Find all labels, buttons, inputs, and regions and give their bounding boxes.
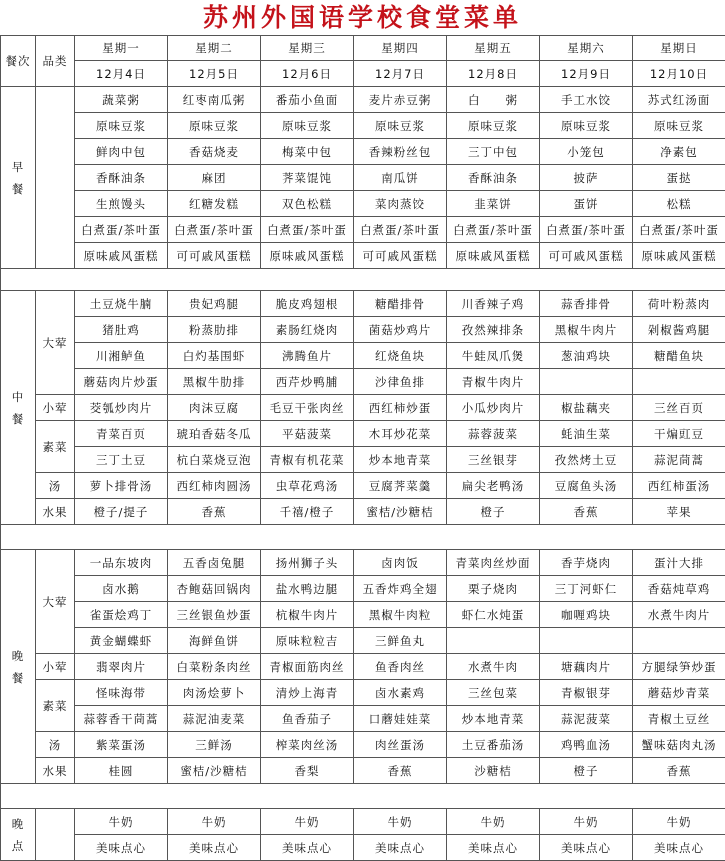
category-big-meat: 大荤 <box>36 291 75 395</box>
menu-item-cell: 原味豆浆 <box>633 113 725 139</box>
menu-item-cell: 香蕉 <box>168 499 261 525</box>
menu-item-cell: 雀蛋烩鸡丁 <box>75 602 168 628</box>
header-day: 星期一 <box>75 36 168 61</box>
menu-item-cell: 方腿绿笋炒蛋 <box>633 654 725 680</box>
menu-item-cell: 荠菜馄饨 <box>261 165 354 191</box>
menu-item-cell: 韭菜饼 <box>447 191 540 217</box>
menu-item-cell: 鱼香肉丝 <box>354 654 447 680</box>
menu-item-cell: 原味戚风蛋糕 <box>261 243 354 269</box>
menu-item-cell: 白菜粉条肉丝 <box>168 654 261 680</box>
header-day-row <box>1 36 725 61</box>
menu-item-cell: 白煮蛋/茶叶蛋 <box>633 217 725 243</box>
menu-item-cell: 豆腐鱼头汤 <box>540 473 633 499</box>
meal-label-line: 餐 <box>1 178 35 200</box>
category-empty <box>36 87 75 269</box>
menu-item-cell: 糖醋排骨 <box>354 291 447 317</box>
dinner-row <box>1 576 725 602</box>
breakfast-row <box>1 113 725 139</box>
menu-item-cell: 黄金蝴蝶虾 <box>75 628 168 654</box>
dinner-row <box>1 732 725 758</box>
menu-item-cell: 川香辣子鸡 <box>447 291 540 317</box>
header-date: 12月5日 <box>168 61 261 87</box>
menu-item-cell: 三丝银鱼炒蛋 <box>168 602 261 628</box>
breakfast-row <box>1 243 725 269</box>
menu-item-cell: 鱼香茄子 <box>261 706 354 732</box>
breakfast-row <box>1 139 725 165</box>
header-day: 星期三 <box>261 36 354 61</box>
menu-item-cell: 香蕉 <box>540 499 633 525</box>
lunch-row <box>1 395 725 421</box>
menu-item-cell: 豆腐荠菜羹 <box>354 473 447 499</box>
menu-item-cell: 青椒银芽 <box>540 680 633 706</box>
menu-item-cell: 原味粒粒吉 <box>261 628 354 654</box>
menu-item-cell: 一品东坡肉 <box>75 550 168 576</box>
menu-item-cell: 可可戚风蛋糕 <box>354 243 447 269</box>
menu-item-cell: 牛奶 <box>75 809 168 835</box>
breakfast-row <box>1 165 725 191</box>
menu-item-cell: 三丝包菜 <box>447 680 540 706</box>
menu-item-cell: 五香卤兔腿 <box>168 550 261 576</box>
dinner-row <box>1 628 725 654</box>
menu-item-cell: 蛋汁大排 <box>633 550 725 576</box>
menu-item-cell: 黑椒牛肋排 <box>168 369 261 395</box>
menu-item-cell: 松糕 <box>633 191 725 217</box>
menu-item-cell: 牛奶 <box>540 809 633 835</box>
section-divider <box>1 269 725 291</box>
menu-item-cell: 琥珀香菇冬瓜 <box>168 421 261 447</box>
menu-item-cell: 三鲜汤 <box>168 732 261 758</box>
menu-item-cell: 白煮蛋/茶叶蛋 <box>261 217 354 243</box>
menu-item-cell: 荷叶粉蒸肉 <box>633 291 725 317</box>
menu-item-cell: 原味戚风蛋糕 <box>75 243 168 269</box>
menu-item-cell: 菌菇炒鸡片 <box>354 317 447 343</box>
menu-item-cell: 南瓜饼 <box>354 165 447 191</box>
menu-item-cell: 海鲜鱼饼 <box>168 628 261 654</box>
menu-item-cell: 口蘑娃娃菜 <box>354 706 447 732</box>
menu-item-cell: 红糖发糕 <box>168 191 261 217</box>
meal-label-line: 晚 <box>1 645 35 667</box>
menu-item-cell: 美味点心 <box>354 835 447 861</box>
menu-item-cell: 五香炸鸡全翅 <box>354 576 447 602</box>
menu-item-cell: 肉丝蛋汤 <box>354 732 447 758</box>
menu-item-cell: 白煮蛋/茶叶蛋 <box>540 217 633 243</box>
menu-item-cell: 香菇炖草鸡 <box>633 576 725 602</box>
menu-item-cell: 橙子 <box>540 758 633 784</box>
menu-item-cell: 原味豆浆 <box>75 113 168 139</box>
menu-item-cell: 蛋挞 <box>633 165 725 191</box>
menu-item-cell: 苹果 <box>633 499 725 525</box>
menu-item-cell: 扁尖老鸭汤 <box>447 473 540 499</box>
menu-item-cell: 素肠红烧肉 <box>261 317 354 343</box>
menu-item-cell: 萝卜排骨汤 <box>75 473 168 499</box>
menu-item-cell: 盐水鸭边腿 <box>261 576 354 602</box>
menu-item-cell: 净素包 <box>633 139 725 165</box>
category-soup: 汤 <box>36 473 75 499</box>
menu-item-cell <box>540 628 633 654</box>
menu-item-cell: 牛奶 <box>261 809 354 835</box>
header-date-row <box>1 61 725 87</box>
lunch-row <box>1 473 725 499</box>
menu-item-cell: 苏式红汤面 <box>633 87 725 113</box>
menu-item-cell: 原味豆浆 <box>168 113 261 139</box>
menu-item-cell: 原味豆浆 <box>261 113 354 139</box>
menu-item-cell: 脆皮鸡翅根 <box>261 291 354 317</box>
menu-item-cell: 可可戚风蛋糕 <box>168 243 261 269</box>
lunch-row <box>1 317 725 343</box>
menu-item-cell: 贵妃鸡腿 <box>168 291 261 317</box>
menu-item-cell: 卤肉饭 <box>354 550 447 576</box>
menu-item-cell: 黑椒牛肉片 <box>540 317 633 343</box>
category-fruit: 水果 <box>36 758 75 784</box>
menu-item-cell: 香蕉 <box>633 758 725 784</box>
lunch-row <box>1 369 725 395</box>
menu-item-cell: 美味点心 <box>261 835 354 861</box>
menu-item-cell: 红烧鱼块 <box>354 343 447 369</box>
menu-item-cell: 蘑菇炒青菜 <box>633 680 725 706</box>
menu-item-cell: 塘藕肉片 <box>540 654 633 680</box>
menu-item-cell: 川湘鲈鱼 <box>75 343 168 369</box>
meal-label-line: 餐 <box>1 667 35 689</box>
menu-item-cell: 小笼包 <box>540 139 633 165</box>
dinner-row <box>1 550 725 576</box>
section-divider <box>1 784 725 809</box>
menu-item-cell: 原味豆浆 <box>447 113 540 139</box>
menu-item-cell: 美味点心 <box>168 835 261 861</box>
menu-item-cell: 香菇烧麦 <box>168 139 261 165</box>
menu-item-cell: 手工水饺 <box>540 87 633 113</box>
menu-item-cell: 牛奶 <box>633 809 725 835</box>
menu-item-cell: 香酥油条 <box>75 165 168 191</box>
menu-item-cell: 水煮牛肉 <box>447 654 540 680</box>
menu-item-cell: 鸡鸭血汤 <box>540 732 633 758</box>
meal-breakfast <box>1 87 36 269</box>
menu-item-cell: 蒜泥茼蒿 <box>633 447 725 473</box>
menu-item-cell: 可可戚风蛋糕 <box>540 243 633 269</box>
menu-item-cell: 三丝银芽 <box>447 447 540 473</box>
menu-item-cell: 原味豆浆 <box>540 113 633 139</box>
dinner-row <box>1 680 725 706</box>
lunch-row <box>1 291 725 317</box>
menu-item-cell: 蛋饼 <box>540 191 633 217</box>
dinner-row <box>1 602 725 628</box>
menu-item-cell: 杭白菜烧豆泡 <box>168 447 261 473</box>
menu-item-cell: 双色松糕 <box>261 191 354 217</box>
menu-item-cell: 梅菜中包 <box>261 139 354 165</box>
menu-item-cell: 杏鲍菇回锅肉 <box>168 576 261 602</box>
menu-item-cell: 蜜桔/沙糖桔 <box>354 499 447 525</box>
menu-item-cell: 沙糖桔 <box>447 758 540 784</box>
menu-item-cell: 炒本地青菜 <box>354 447 447 473</box>
menu-item-cell: 番茄小鱼面 <box>261 87 354 113</box>
menu-item-cell: 三丝百页 <box>633 395 725 421</box>
menu-item-cell: 香蕉 <box>354 758 447 784</box>
menu-item-cell: 孜然烤土豆 <box>540 447 633 473</box>
header-date: 12月9日 <box>540 61 633 87</box>
menu-item-cell: 香梨 <box>261 758 354 784</box>
menu-item-cell: 咖喱鸡块 <box>540 602 633 628</box>
menu-item-cell: 蚝油生菜 <box>540 421 633 447</box>
menu-item-cell: 炒本地青菜 <box>447 706 540 732</box>
menu-item-cell: 猪肚鸡 <box>75 317 168 343</box>
menu-item-cell: 西红柿蛋汤 <box>633 473 725 499</box>
menu-item-cell: 红枣南瓜粥 <box>168 87 261 113</box>
menu-item-cell: 原味豆浆 <box>354 113 447 139</box>
menu-item-cell: 原味戚风蛋糕 <box>447 243 540 269</box>
meal-lunch <box>1 291 36 525</box>
menu-item-cell: 蘑菇肉片炒蛋 <box>75 369 168 395</box>
lunch-row <box>1 447 725 473</box>
header-meal: 餐次 <box>1 36 36 87</box>
menu-item-cell: 白煮蛋/茶叶蛋 <box>447 217 540 243</box>
divider-cell <box>1 525 725 550</box>
menu-item-cell: 茭瓠炒肉片 <box>75 395 168 421</box>
menu-item-cell: 椒盐藕夹 <box>540 395 633 421</box>
menu-item-cell: 青菜肉丝炒面 <box>447 550 540 576</box>
menu-item-cell: 菜肉蒸饺 <box>354 191 447 217</box>
menu-item-cell: 黑椒牛肉粒 <box>354 602 447 628</box>
menu-item-cell: 卤水素鸡 <box>354 680 447 706</box>
menu-item-cell: 虾仁水炖蛋 <box>447 602 540 628</box>
menu-item-cell: 蒜蓉香干茼蒿 <box>75 706 168 732</box>
divider-cell <box>1 784 725 809</box>
menu-item-cell: 卤水鹅 <box>75 576 168 602</box>
header-date: 12月10日 <box>633 61 725 87</box>
menu-item-cell: 白煮蛋/茶叶蛋 <box>168 217 261 243</box>
menu-item-cell: 三丁土豆 <box>75 447 168 473</box>
menu-item-cell: 清炒上海青 <box>261 680 354 706</box>
menu-item-cell: 三丁河虾仁 <box>540 576 633 602</box>
category-empty <box>36 809 75 861</box>
meal-label-line: 餐 <box>1 408 35 430</box>
menu-item-cell: 白灼基围虾 <box>168 343 261 369</box>
menu-item-cell: 千禧/橙子 <box>261 499 354 525</box>
menu-item-cell <box>540 369 633 395</box>
menu-item-cell: 白煮蛋/茶叶蛋 <box>354 217 447 243</box>
menu-item-cell <box>633 628 725 654</box>
dinner-row <box>1 706 725 732</box>
menu-item-cell: 紫菜蛋汤 <box>75 732 168 758</box>
menu-item-cell <box>447 628 540 654</box>
menu-item-cell: 牛奶 <box>447 809 540 835</box>
menu-item-cell: 平菇菠菜 <box>261 421 354 447</box>
menu-item-cell: 香芋烧肉 <box>540 550 633 576</box>
menu-item-cell: 沙律鱼排 <box>354 369 447 395</box>
section-divider <box>1 525 725 550</box>
breakfast-row <box>1 217 725 243</box>
menu-item-cell: 沸腾鱼片 <box>261 343 354 369</box>
menu-item-cell: 青椒面筋肉丝 <box>261 654 354 680</box>
menu-item-cell: 干煸豇豆 <box>633 421 725 447</box>
menu-item-cell: 原味戚风蛋糕 <box>633 243 725 269</box>
menu-item-cell: 美味点心 <box>447 835 540 861</box>
menu-item-cell: 孜然辣排条 <box>447 317 540 343</box>
category-big-meat: 大荤 <box>36 550 75 654</box>
category-small-meat: 小荤 <box>36 395 75 421</box>
category-vegetable: 素菜 <box>36 680 75 732</box>
header-day: 星期四 <box>354 36 447 61</box>
meal-label-line: 早 <box>1 156 35 178</box>
header-day: 星期六 <box>540 36 633 61</box>
dinner-row <box>1 758 725 784</box>
menu-item-cell: 葱油鸡块 <box>540 343 633 369</box>
menu-item-cell: 肉沫豆腐 <box>168 395 261 421</box>
menu-item-cell: 榨菜肉丝汤 <box>261 732 354 758</box>
menu-item-cell: 糖醋鱼块 <box>633 343 725 369</box>
menu-item-cell: 鲜肉中包 <box>75 139 168 165</box>
menu-table <box>0 35 725 861</box>
meal-label-line: 点 <box>1 835 35 857</box>
menu-item-cell: 西芹炒鸭脯 <box>261 369 354 395</box>
menu-item-cell: 蒜泥菠菜 <box>540 706 633 732</box>
category-small-meat: 小荤 <box>36 654 75 680</box>
menu-item-cell: 披萨 <box>540 165 633 191</box>
menu-item-cell: 香辣粉丝包 <box>354 139 447 165</box>
snack-row <box>1 809 725 835</box>
menu-item-cell: 翡翠肉片 <box>75 654 168 680</box>
menu-item-cell: 蒜蓉菠菜 <box>447 421 540 447</box>
menu-item-cell: 蟹味菇肉丸汤 <box>633 732 725 758</box>
menu-item-cell: 美味点心 <box>540 835 633 861</box>
menu-item-cell: 肉汤烩萝卜 <box>168 680 261 706</box>
menu-item-cell: 蒜泥油麦菜 <box>168 706 261 732</box>
menu-item-cell: 桂圆 <box>75 758 168 784</box>
lunch-row <box>1 343 725 369</box>
header-category: 品类 <box>36 36 75 87</box>
menu-item-cell: 木耳炒花菜 <box>354 421 447 447</box>
menu-item-cell: 剁椒酱鸡腿 <box>633 317 725 343</box>
breakfast-row <box>1 191 725 217</box>
menu-item-cell <box>633 369 725 395</box>
menu-item-cell: 香酥油条 <box>447 165 540 191</box>
header-date: 12月8日 <box>447 61 540 87</box>
header-date: 12月4日 <box>75 61 168 87</box>
menu-item-cell: 牛奶 <box>168 809 261 835</box>
menu-item-cell: 三鲜鱼丸 <box>354 628 447 654</box>
menu-item-cell: 牛奶 <box>354 809 447 835</box>
header-day: 星期日 <box>633 36 725 61</box>
header-day: 星期五 <box>447 36 540 61</box>
menu-item-cell: 白煮蛋/茶叶蛋 <box>75 217 168 243</box>
header-day: 星期二 <box>168 36 261 61</box>
menu-item-cell: 扬州狮子头 <box>261 550 354 576</box>
menu-item-cell: 栗子烧肉 <box>447 576 540 602</box>
snack-row <box>1 835 725 861</box>
menu-item-cell: 怪味海带 <box>75 680 168 706</box>
menu-item-cell: 杭椒牛肉片 <box>261 602 354 628</box>
menu-item-cell: 毛豆干张肉丝 <box>261 395 354 421</box>
menu-item-cell: 麦片赤豆粥 <box>354 87 447 113</box>
meal-snack <box>1 809 36 861</box>
menu-item-cell: 橙子 <box>447 499 540 525</box>
menu-item-cell: 蜜桔/沙糖桔 <box>168 758 261 784</box>
menu-item-cell: 生煎馒头 <box>75 191 168 217</box>
divider-cell <box>1 269 725 291</box>
category-soup: 汤 <box>36 732 75 758</box>
page-title: 苏州外国语学校食堂菜单 <box>0 0 725 35</box>
menu-item-cell: 橙子/提子 <box>75 499 168 525</box>
menu-item-cell: 青菜百页 <box>75 421 168 447</box>
menu-item-cell: 美味点心 <box>633 835 725 861</box>
menu-item-cell: 粉蒸肋排 <box>168 317 261 343</box>
menu-item-cell: 青椒有机花菜 <box>261 447 354 473</box>
menu-item-cell: 三丁中包 <box>447 139 540 165</box>
menu-item-cell: 蒜香排骨 <box>540 291 633 317</box>
menu-item-cell: 麻团 <box>168 165 261 191</box>
header-date: 12月7日 <box>354 61 447 87</box>
lunch-row <box>1 421 725 447</box>
menu-item-cell: 美味点心 <box>75 835 168 861</box>
menu-item-cell: 虫草花鸡汤 <box>261 473 354 499</box>
breakfast-row <box>1 87 725 113</box>
menu-item-cell: 水煮牛肉片 <box>633 602 725 628</box>
meal-label-line: 中 <box>1 386 35 408</box>
menu-item-cell: 牛蛙凤爪煲 <box>447 343 540 369</box>
category-fruit: 水果 <box>36 499 75 525</box>
menu-item-cell: 西红柿炒蛋 <box>354 395 447 421</box>
menu-item-cell: 青椒牛肉片 <box>447 369 540 395</box>
dinner-row <box>1 654 725 680</box>
menu-item-cell: 青椒土豆丝 <box>633 706 725 732</box>
menu-item-cell: 土豆烧牛腩 <box>75 291 168 317</box>
menu-item-cell: 蔬菜粥 <box>75 87 168 113</box>
category-vegetable: 素菜 <box>36 421 75 473</box>
menu-item-cell: 小瓜炒肉片 <box>447 395 540 421</box>
menu-item-cell: 土豆番茄汤 <box>447 732 540 758</box>
meal-label-line: 晚 <box>1 813 35 835</box>
menu-item-cell: 白 粥 <box>447 87 540 113</box>
menu-item-cell: 西红柿肉圆汤 <box>168 473 261 499</box>
meal-dinner <box>1 550 36 784</box>
lunch-row <box>1 499 725 525</box>
header-date: 12月6日 <box>261 61 354 87</box>
